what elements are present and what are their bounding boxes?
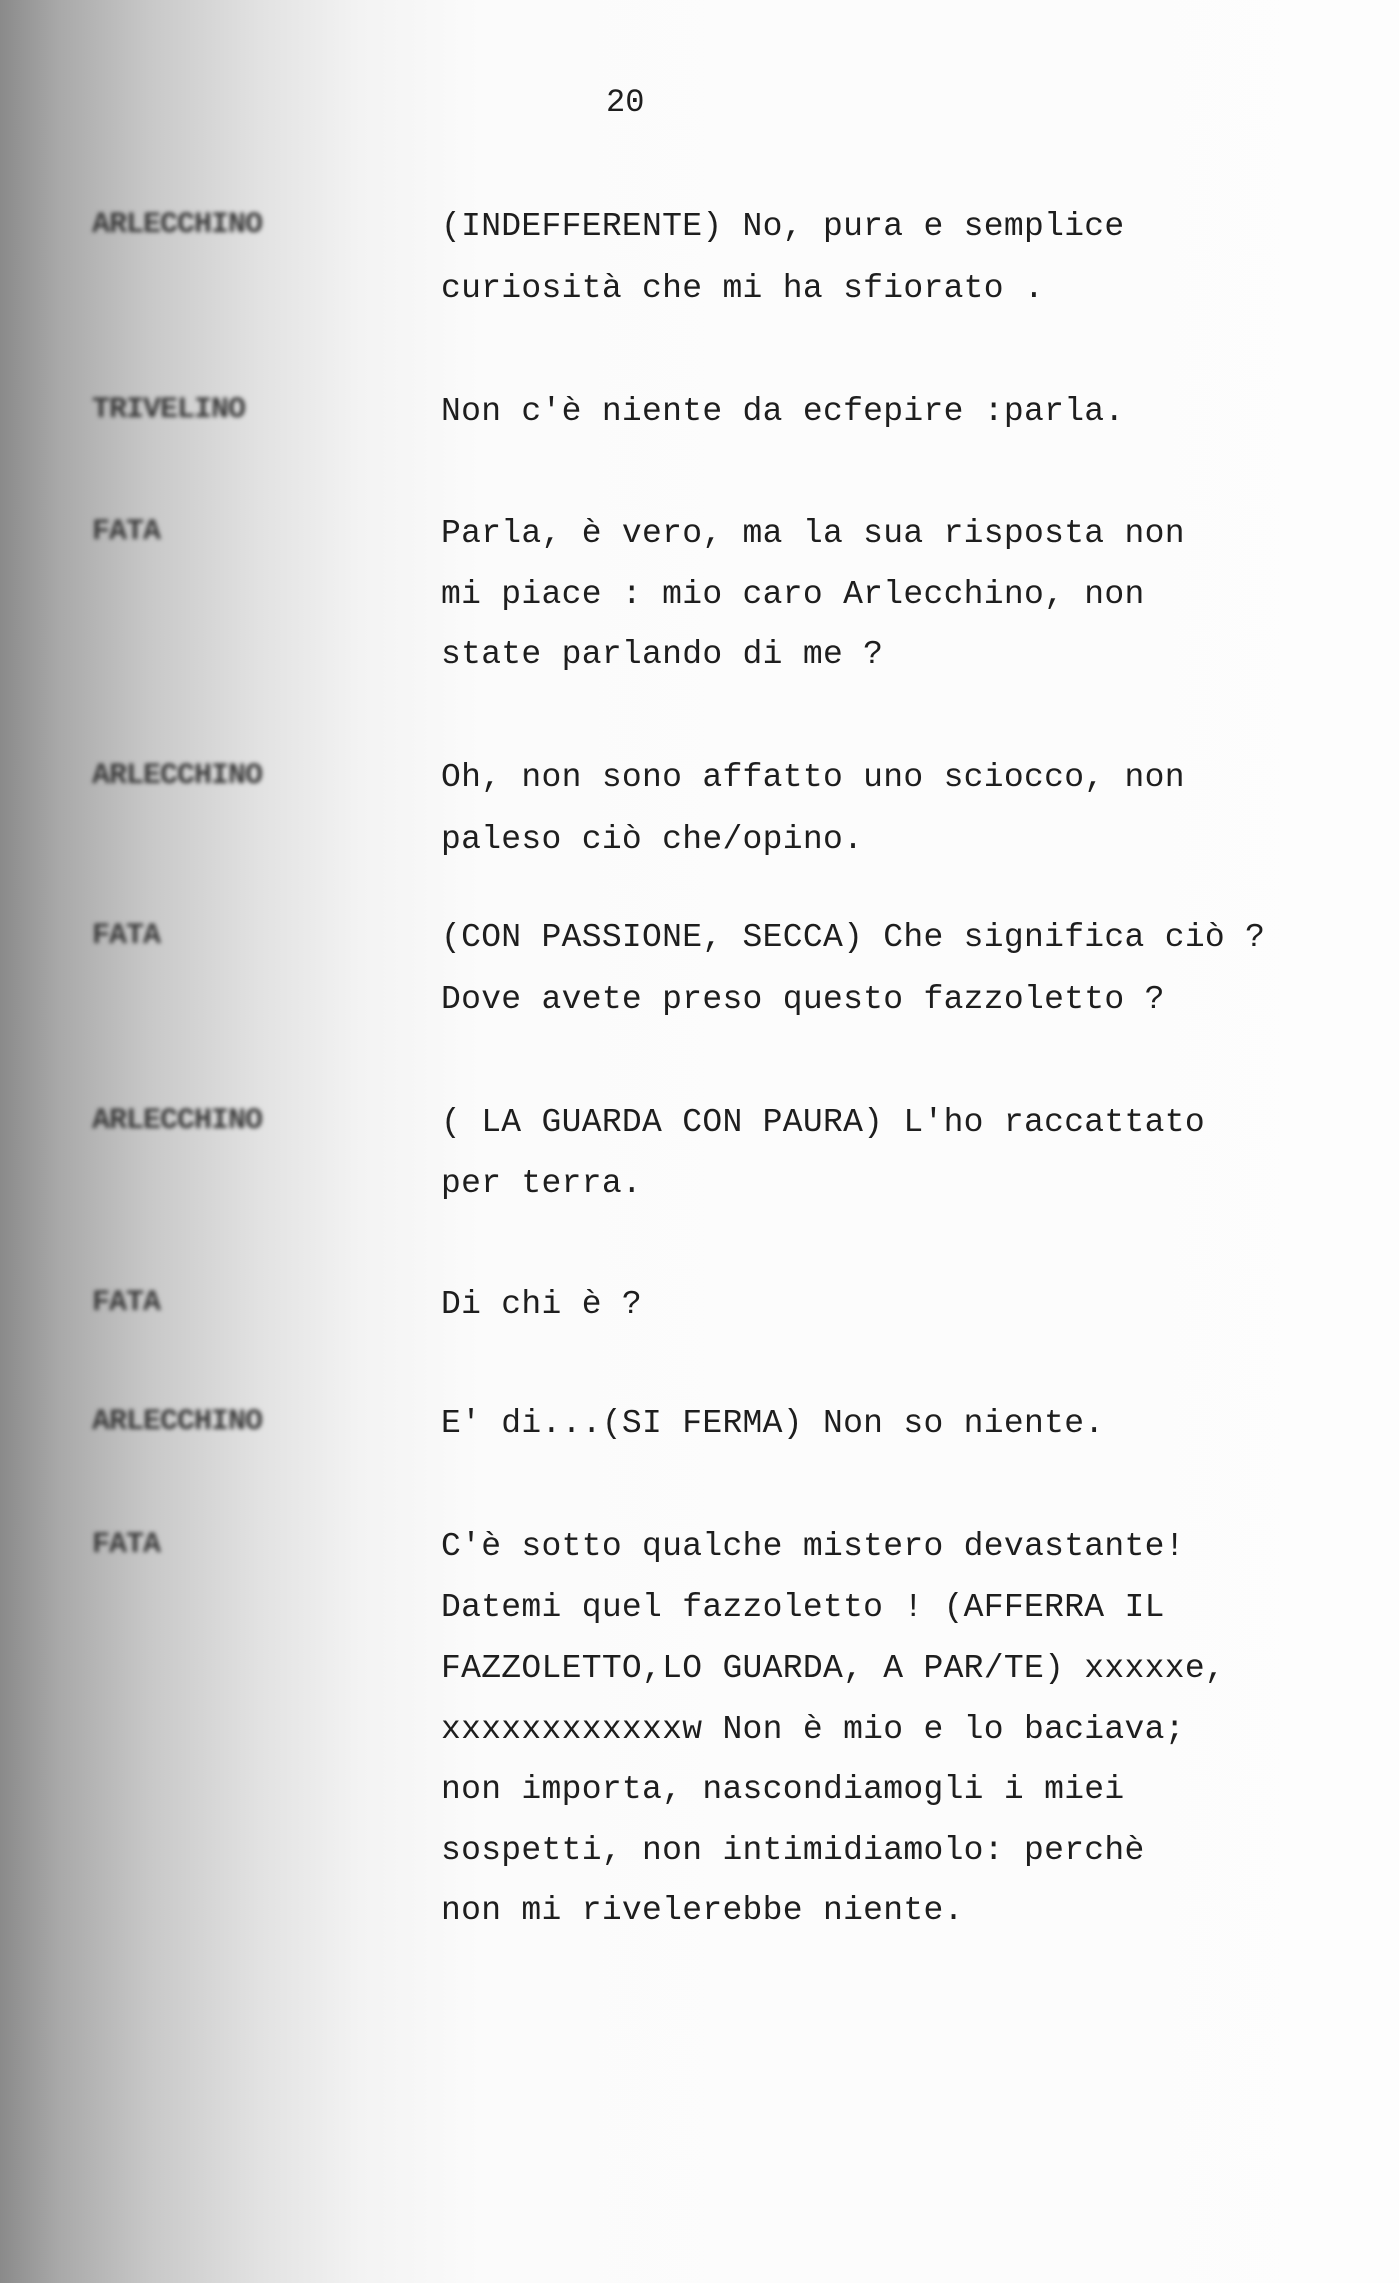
speaker-name: ARLECCHINO xyxy=(92,1405,263,1439)
speaker-name: FATA xyxy=(92,515,161,549)
dialogue-line: E' di...(SI FERMA) Non so niente. xyxy=(441,1405,1105,1442)
dialogue-line: FAZZOLETTO,LO GUARDA, A PAR/TE) xxxxxe, xyxy=(441,1650,1226,1687)
speaker-name: TRIVELINO xyxy=(92,393,246,427)
dialogue-line: sospetti, non intimidiamolo: perchè xyxy=(441,1832,1145,1869)
dialogue-line: Parla, è vero, ma la sua risposta non xyxy=(441,515,1185,552)
dialogue-line: Non c'è niente da ecfepire :parla. xyxy=(441,393,1125,430)
dialogue-line: non importa, nascondiamogli i miei xyxy=(441,1771,1125,1808)
dialogue-line: paleso ciò che/opino. xyxy=(441,821,864,858)
speaker-name: ARLECCHINO xyxy=(92,759,263,793)
dialogue-line: Datemi quel fazzoletto ! (AFFERRA IL xyxy=(441,1589,1165,1626)
dialogue-line: per terra. xyxy=(441,1165,643,1202)
page-number: 20 xyxy=(606,84,645,121)
dialogue-line: mi piace : mio caro Arlecchino, non xyxy=(441,576,1145,613)
dialogue-line: non mi rivelerebbe niente. xyxy=(441,1892,964,1929)
dialogue-line: (CON PASSIONE, SECCA) Che significa ciò ? xyxy=(441,919,1266,956)
dialogue-line: xxxxxxxxxxxxw Non è mio e lo baciava; xyxy=(441,1711,1185,1748)
dialogue-line: state parlando di me ? xyxy=(441,636,884,673)
dialogue-line: Dove avete preso questo fazzoletto ? xyxy=(441,981,1165,1018)
speaker-name: ARLECCHINO xyxy=(92,1104,263,1138)
dialogue-line: C'è sotto qualche mistero devastante! xyxy=(441,1528,1185,1565)
speaker-name: ARLECCHINO xyxy=(92,208,263,242)
dialogue-line: Di chi è ? xyxy=(441,1286,643,1323)
dialogue-line: ( LA GUARDA CON PAURA) L'ho raccattato xyxy=(441,1104,1205,1141)
dialogue-line: curiosità che mi ha sfiorato . xyxy=(441,270,1045,307)
dialogue-line: Oh, non sono affatto uno sciocco, non xyxy=(441,759,1185,796)
speaker-name: FATA xyxy=(92,1286,161,1320)
speaker-name: FATA xyxy=(92,919,161,953)
speaker-name: FATA xyxy=(92,1528,161,1562)
dialogue-line: (INDEFFERENTE) No, pura e semplice xyxy=(441,208,1125,245)
